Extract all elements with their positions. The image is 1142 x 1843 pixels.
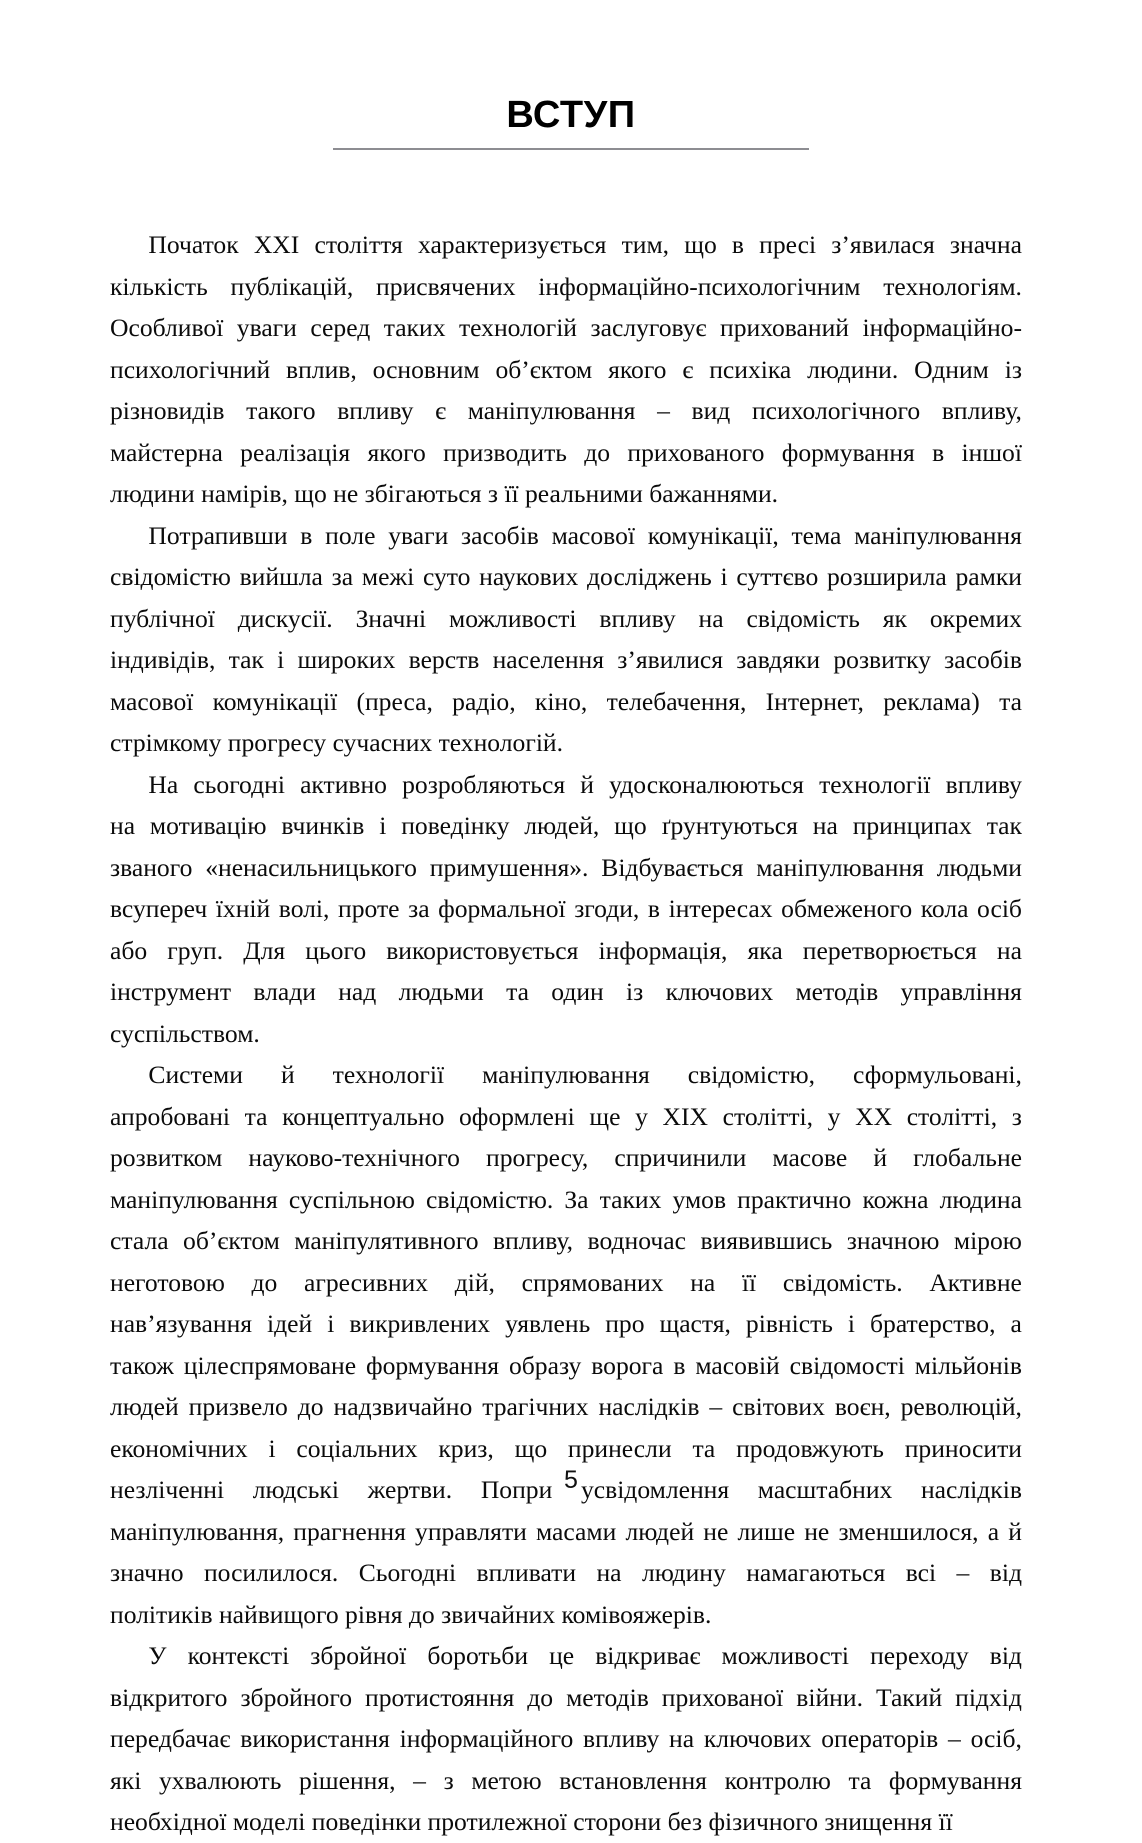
text-line: На сьогодні активно розробляються й удосконалюються технології впливу <box>110 769 1022 799</box>
text-line: або груп. Для цього використовується інформація, яка перетворюється на <box>110 935 1022 965</box>
text-line: майстерна реалізація якого призводить до прихованого формування в іншої <box>110 437 1022 467</box>
page-number: 5 <box>564 1466 578 1494</box>
text-line: неготовою до агресивних дій, спрямованих на її свідомість. Активне <box>110 1267 1022 1297</box>
paragraph-3 <box>110 764 1022 1055</box>
text-line: публічної дискусії. Значні можливості впливу на свідомість як окремих <box>110 603 1022 633</box>
text-line: психологічний вплив, основним об’єктом якого є психіка людини. Одним із <box>110 354 1022 384</box>
paragraph-2 <box>110 515 1022 764</box>
text-line: розвитком науково-технічного прогресу, спричинили масове й глобальне <box>110 1143 1022 1172</box>
text-line: маніпулювання суспільною свідомістю. За таких умов практично кожна людина <box>110 1184 1022 1214</box>
text-line: масової комунікації (преса, радіо, кіно, телебачення, Інтернет, реклама) та <box>110 686 1022 716</box>
text-line: політиків найвищого рівня до звичайних комівояжерів. <box>110 1599 712 1629</box>
page-title: ВСТУП <box>506 94 636 136</box>
text-line: передбачає використання інформаційного впливу на ключових операторів – осіб, <box>110 1724 1022 1753</box>
text-line: необхідної моделі поведінки протилежної сторони без фізичного знищення її <box>110 1807 953 1836</box>
text-line: на мотивацію вчинків і поведінку людей, що ґрунтуються на принципах так <box>110 811 1022 840</box>
text-line: Потрапивши в поле уваги засобів масової комунікації, тема маніпулювання <box>110 520 1022 550</box>
text-line: Системи й технології маніпулювання свідомістю, сформульовані, <box>110 1060 1022 1089</box>
paragraph-4 <box>110 1054 1022 1635</box>
paragraph-5 <box>110 1635 1022 1843</box>
text-line: стрімкому прогресу сучасних технологій. <box>110 728 564 757</box>
heading-divider <box>333 148 809 150</box>
text-line: також цілеспрямоване формування образу ворога в масовій свідомості мільйонів <box>110 1350 1022 1380</box>
text-line: різновидів такого впливу є маніпулювання – вид психологічного впливу, <box>110 396 1022 425</box>
text-line: Особливої уваги серед таких технологій заслуговує прихований інформаційно- <box>110 313 1022 342</box>
text-line: які ухвалюють рішення, – з метою встановлення контролю та формування <box>110 1765 1022 1795</box>
text-line: свідомістю вийшла за межі суто наукових досліджень і суттєво розширила рамки <box>110 562 1022 591</box>
text-line: апробовані та концептуально оформлені ще у XIX столітті, у XX столітті, з <box>110 1101 1022 1131</box>
text-line: інструмент влади над людьми та один із ключових методів управління <box>110 977 1022 1006</box>
text-line: значно посилилося. Сьогодні впливати на людину намагаються всі – від <box>110 1558 1022 1587</box>
body-text <box>110 224 1022 1843</box>
text-line: людей призвело до надзвичайно трагічних наслідків – світових воєн, революцій, <box>110 1392 1022 1421</box>
text-line: нав’язування ідей і викривлених уявлень про щастя, рівність і братерство, а <box>110 1309 1022 1338</box>
text-line: званого «ненасильницького примушення». Відбувається маніпулювання людьми <box>110 852 1022 882</box>
text-line: Початок XXI століття характеризується тим, що в пресі з’явилася значна <box>110 230 1022 259</box>
paragraph-1 <box>110 224 1022 515</box>
heading-block <box>0 96 1142 150</box>
text-line: людини намірів, що не збігаються з її реальними бажаннями. <box>110 479 779 508</box>
text-line: маніпулювання, прагнення управляти масами людей не лише не зменшилося, а й <box>110 1516 1022 1546</box>
text-line: відкритого збройного протистояння до методів прихованої війни. Такий підхід <box>110 1682 1022 1712</box>
text-line: У контексті збройної боротьби це відкриває можливості переходу від <box>110 1641 1022 1670</box>
text-line: стала об’єктом маніпулятивного впливу, водночас виявившись значною мірою <box>110 1226 1022 1255</box>
text-line: індивідів, так і широких верств населення з’явилися завдяки розвитку засобів <box>110 645 1022 674</box>
text-line: кількість публікацій, присвячених інформаційно-психологічним технологіям. <box>110 271 1022 301</box>
text-line: суспільством. <box>110 1018 260 1048</box>
text-line: незліченні людські жертви. Попри усвідомлення масштабних наслідків <box>110 1475 1022 1504</box>
text-line: всупереч їхній волі, проте за формальної згоди, в інтересах обмеженого кола осіб <box>110 894 1022 923</box>
text-line: економічних і соціальних криз, що принесли та продовжують приносити <box>110 1433 1022 1463</box>
